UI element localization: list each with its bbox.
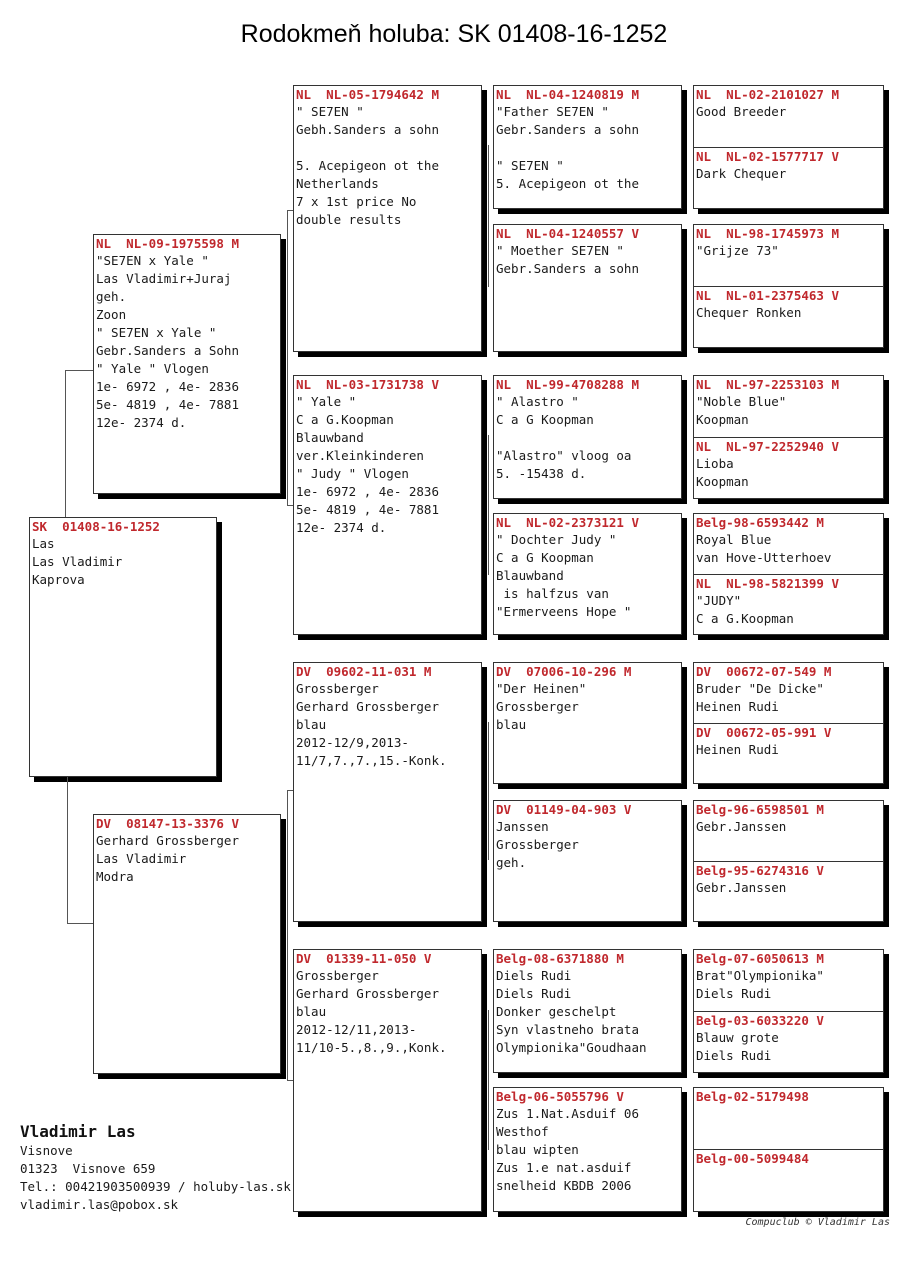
ring-number: NL NL-02-1577717 V [696, 149, 839, 164]
ring-number: NL NL-02-2101027 M [696, 87, 839, 102]
connector-line [488, 722, 489, 860]
ring-number: Belg-95-6274316 V [696, 863, 824, 878]
ring-number: NL NL-02-2373121 V [496, 515, 639, 530]
pigeon-info-line: Las [32, 536, 55, 551]
pigeon-info-line: C a G.Koopman [296, 412, 394, 427]
pigeon-info-line: "JUDY" [696, 593, 742, 608]
pigeon-info-line: 5e- 4819 , 4e- 7881 [296, 502, 439, 517]
connector-line [287, 790, 288, 1080]
connector-line [287, 505, 293, 506]
pigeon-info-line: Gerhard Grossberger [296, 986, 439, 1001]
pigeon-info-line: " Moether SE7EN " [496, 243, 624, 258]
pigeon-info-line [494, 429, 681, 447]
pedigree-box-g5-8 [693, 1087, 884, 1212]
pedigree-box-g5-1 [693, 85, 884, 209]
owner-line: 01323 Visnove 659 [20, 1161, 156, 1176]
pigeon-info-line: Dark Chequer [696, 166, 787, 181]
pigeon-info-line: "Ermerveens Hope " [496, 604, 632, 619]
pedigree-box-father [93, 234, 281, 494]
pigeon-info-line: 5. -15438 d. [496, 466, 587, 481]
pedigree-box-mff [493, 662, 682, 784]
pigeon-info-line: C a G.Koopman [696, 611, 794, 626]
pedigree-box-g5-6 [693, 800, 884, 922]
pedigree-box-g5-4 [693, 513, 884, 635]
ring-number: NL NL-04-1240819 M [496, 87, 639, 102]
ring-number: Belg-06-5055796 V [496, 1089, 624, 1104]
pigeon-info-line: is halfzus van [496, 586, 609, 601]
pedigree-box-fff [493, 85, 682, 209]
ring-number: Belg-03-6033220 V [696, 1013, 824, 1028]
pigeon-info-line: Chequer Ronken [696, 305, 802, 320]
ring-number: DV 00672-07-549 M [696, 664, 832, 679]
pedigree-box-fmf [493, 375, 682, 499]
pigeon-info-line: geh. [96, 289, 127, 304]
pedigree-box-subject [29, 517, 217, 777]
ring-number: DV 01339-11-050 V [296, 951, 432, 966]
pigeon-info-line: Grossberger [296, 968, 379, 983]
ring-number: NL NL-98-5821399 V [696, 576, 839, 591]
pigeon-info-line: Brat"Olympionika" [696, 968, 824, 983]
pigeon-info-line: Netherlands [296, 176, 379, 191]
pedigree-box-ffm [493, 224, 682, 352]
connector-line [488, 145, 489, 287]
ring-number: NL NL-97-2252940 V [696, 439, 839, 454]
pigeon-info-line: Good Breeder [696, 104, 787, 119]
pigeon-info-line: 2012-12/9,2013- [296, 735, 409, 750]
pigeon-info-line: 5. Acepigeon ot the [296, 158, 439, 173]
pigeon-info-line: C a G Koopman [496, 550, 594, 565]
pigeon-info-line: "Father SE7EN " [496, 104, 609, 119]
pigeon-info-line: ver.Kleinkinderen [296, 448, 424, 463]
owner-line: Visnove [20, 1143, 73, 1158]
pigeon-info-line: " SE7EN x Yale " [96, 325, 217, 340]
ring-number: DV 09602-11-031 M [296, 664, 432, 679]
connector-line [65, 370, 93, 371]
pigeon-info-line: "Noble Blue" [696, 394, 787, 409]
pedigree-box-father-sire [293, 85, 482, 352]
connector-line [67, 923, 93, 924]
connector-line [488, 435, 489, 575]
ring-number: NL NL-09-1975598 M [96, 236, 239, 251]
pigeon-info-line: Blauw grote [696, 1030, 779, 1045]
connector-line [287, 210, 288, 506]
ring-number: DV 00672-05-991 V [696, 725, 832, 740]
ring-number: Belg-02-5179498 [696, 1089, 809, 1104]
connector-line [65, 370, 66, 517]
pigeon-info-line: " Yale " [296, 394, 357, 409]
pigeon-info-line: Heinen Rudi [696, 742, 779, 757]
pigeon-info-line: 11/10-5.,8.,9.,Konk. [296, 1040, 447, 1055]
pigeon-info-line: " Judy " Vlogen [296, 466, 409, 481]
footer-credit: Compuclub © Vladimir Las [745, 1217, 890, 1228]
ring-number: Belg-08-6371880 M [496, 951, 624, 966]
pigeon-info-line: Bruder "De Dicke" [696, 681, 824, 696]
pedigree-box-father-dam [293, 375, 482, 635]
pigeon-info-line: "SE7EN x Yale " [96, 253, 209, 268]
pigeon-info-line: Syn vlastneho brata [496, 1022, 639, 1037]
pigeon-info-line: Donker geschelpt [496, 1004, 617, 1019]
pigeon-info-line: Zus 1.Nat.Asduif 06 [496, 1106, 639, 1121]
pigeon-info-line: " Yale " Vlogen [96, 361, 209, 376]
pigeon-info-line: Lioba [696, 456, 734, 471]
pigeon-info-line: " SE7EN " [296, 104, 364, 119]
pigeon-info-line: Grossberger [496, 837, 579, 852]
pigeon-info-line: 12e- 2374 d. [296, 520, 387, 535]
pigeon-info-line: "Alastro" vloog oa [496, 448, 632, 463]
pigeon-info-line: double results [296, 212, 402, 227]
pigeon-info-line: 1e- 6972 , 4e- 2836 [96, 379, 239, 394]
pigeon-info-line: blau [296, 717, 327, 732]
pigeon-info-line: 1e- 6972 , 4e- 2836 [296, 484, 439, 499]
connector-line [287, 1080, 293, 1081]
pigeon-info-line: 12e- 2374 d. [96, 415, 187, 430]
connector-line [287, 790, 293, 791]
pedigree-box-fmm [493, 513, 682, 635]
owner-line: Tel.: 00421903500939 / holuby-las.sk [20, 1179, 291, 1194]
pigeon-info-line [494, 139, 681, 157]
ring-number: Belg-07-6050613 M [696, 951, 824, 966]
connector-line [67, 777, 68, 923]
ring-number: DV 01149-04-903 V [496, 802, 632, 817]
pigeon-info-line: Diels Rudi [696, 986, 772, 1001]
pedigree-box-g5-3 [693, 375, 884, 499]
pigeon-info-line: snelheid KBDB 2006 [496, 1178, 632, 1193]
pigeon-info-line: Gebr.Janssen [696, 819, 787, 834]
pigeon-info-line: Heinen Rudi [696, 699, 779, 714]
page-title: Rodokmeň holuba: SK 01408-16-1252 [240, 20, 668, 48]
pigeon-info-line: Koopman [696, 412, 749, 427]
pigeon-info-line: van Hove-Utterhoev [696, 550, 832, 565]
ring-number: Belg-98-6593442 M [696, 515, 824, 530]
ring-number: Belg-00-5099484 [696, 1151, 809, 1166]
pigeon-info-line: 5e- 4819 , 4e- 7881 [96, 397, 239, 412]
pigeon-info-line: blau wipten [496, 1142, 579, 1157]
pigeon-info-line: Las Vladimir+Juraj [96, 271, 232, 286]
pigeon-info-line: Gebr.Sanders a sohn [496, 122, 639, 137]
pedigree-box-mfm [493, 800, 682, 922]
pigeon-info-line: 5. Acepigeon ot the [496, 176, 639, 191]
pigeon-info-line: "Der Heinen" [496, 681, 587, 696]
pigeon-info-line: Gerhard Grossberger [296, 699, 439, 714]
ring-number: SK 01408-16-1252 [32, 519, 160, 534]
pigeon-info-line: 2012-12/11,2013- [296, 1022, 417, 1037]
connector-line [287, 210, 293, 211]
pigeon-info-line: "Grijze 73" [696, 243, 779, 258]
pedigree-box-mother-sire [293, 662, 482, 922]
pigeon-info-line: Diels Rudi [496, 968, 572, 983]
ring-number: NL NL-01-2375463 V [696, 288, 839, 303]
pigeon-info-line: Royal Blue [696, 532, 772, 547]
pigeon-info-line [294, 139, 481, 157]
pigeon-info-line: Diels Rudi [696, 1048, 772, 1063]
ring-number: Belg-96-6598501 M [696, 802, 824, 817]
pigeon-info-line: geh. [496, 855, 527, 870]
owner-line: vladimir.las@pobox.sk [20, 1197, 179, 1212]
pigeon-info-line: Westhof [496, 1124, 549, 1139]
pedigree-box-g5-7 [693, 949, 884, 1073]
pigeon-info-line: Janssen [496, 819, 549, 834]
pigeon-info-line: Gerhard Grossberger [96, 833, 239, 848]
pigeon-info-line: Olympionika"Goudhaan [496, 1040, 647, 1055]
pigeon-info-line: Gebh.Sanders a sohn [296, 122, 439, 137]
ring-number: NL NL-04-1240557 V [496, 226, 639, 241]
pigeon-info-line: Gebr.Sanders a Sohn [96, 343, 239, 358]
pigeon-info-line: 7 x 1st price No [296, 194, 417, 209]
pigeon-info-line: Blauwband [296, 430, 364, 445]
pedigree-box-mother [93, 814, 281, 1074]
pedigree-box-mother-dam [293, 949, 482, 1212]
ring-number: NL NL-05-1794642 M [296, 87, 439, 102]
pigeon-info-line: blau [296, 1004, 327, 1019]
pigeon-info-line: " Dochter Judy " [496, 532, 617, 547]
pigeon-info-line: Modra [96, 869, 134, 884]
ring-number: NL NL-97-2253103 M [696, 377, 839, 392]
pigeon-info-line: Las Vladimir [32, 554, 123, 569]
pedigree-box-g5-2 [693, 224, 884, 348]
ring-number: NL NL-98-1745973 M [696, 226, 839, 241]
pigeon-info-line: Diels Rudi [496, 986, 572, 1001]
pigeon-info-line: " SE7EN " [496, 158, 564, 173]
pigeon-info-line: blau [496, 717, 527, 732]
pigeon-info-line: Koopman [696, 474, 749, 489]
ring-number: DV 07006-10-296 M [496, 664, 632, 679]
pigeon-info-line: Gebr.Sanders a sohn [496, 261, 639, 276]
ring-number: DV 08147-13-3376 V [96, 816, 239, 831]
pigeon-info-line: C a G Koopman [496, 412, 594, 427]
pigeon-info-line: Kaprova [32, 572, 85, 587]
owner-info [20, 1122, 291, 1214]
pigeon-info-line: Las Vladimir [96, 851, 187, 866]
pigeon-info-line: Zoon [96, 307, 127, 322]
owner-name: Vladimir Las [20, 1122, 136, 1141]
ring-number: NL NL-03-1731738 V [296, 377, 439, 392]
pigeon-info-line: " Alastro " [496, 394, 579, 409]
pigeon-info-line: Blauwband [496, 568, 564, 583]
connector-line [488, 1010, 489, 1150]
pigeon-info-line: Gebr.Janssen [696, 880, 787, 895]
pigeon-info-line: 11/7,7.,7.,15.-Konk. [296, 753, 447, 768]
pedigree-box-g5-5 [693, 662, 884, 784]
pigeon-info-line: Grossberger [296, 681, 379, 696]
pedigree-box-mmf [493, 949, 682, 1073]
pedigree-box-mmm [493, 1087, 682, 1212]
pigeon-info-line: Grossberger [496, 699, 579, 714]
ring-number: NL NL-99-4708288 M [496, 377, 639, 392]
pigeon-info-line: Zus 1.e nat.asduif [496, 1160, 632, 1175]
